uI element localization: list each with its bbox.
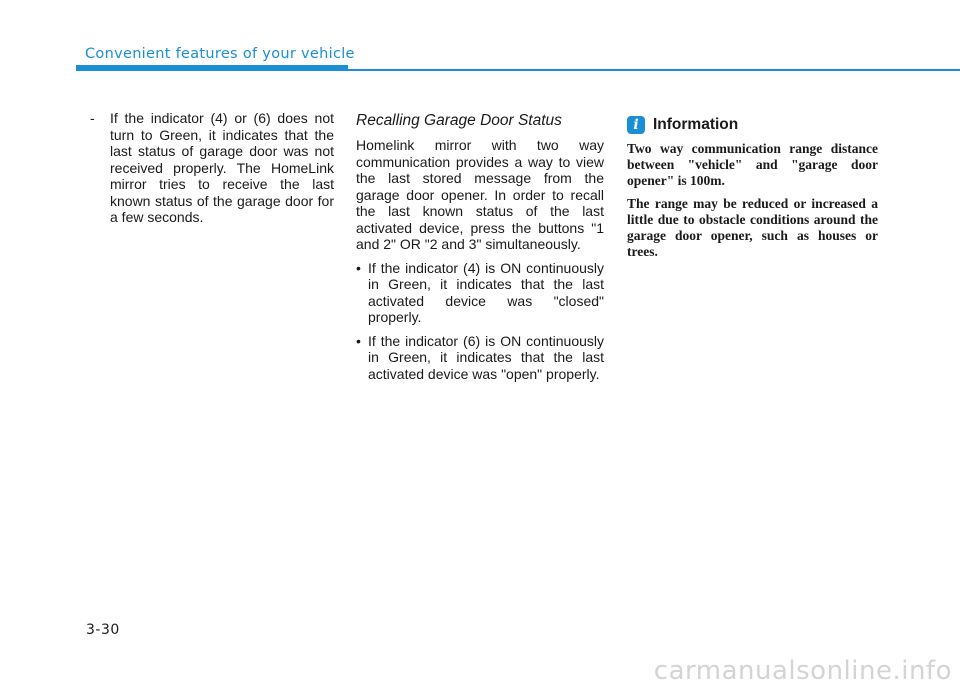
- page-number: 3-30: [86, 622, 120, 638]
- information-box: [627, 116, 878, 267]
- bullet-marker: •: [356, 332, 361, 349]
- info-icon: i: [627, 116, 645, 134]
- body-paragraph: Homelink mirror with two way communication provides a way to view the last stored message from the garage door opener. In order to recall the last known status of the last activated device, press the buttons "1 and 2" OR "2 and 3" simultaneously.: [356, 137, 604, 252]
- column-middle: [356, 112, 604, 389]
- bullet-item: [356, 260, 604, 326]
- section-header-title: Convenient features of your vehicle: [85, 46, 355, 62]
- bullet-marker: •: [356, 259, 361, 276]
- column-left: [86, 110, 334, 226]
- watermark-logo: carmanualsonline.info: [653, 656, 952, 686]
- bullet-text: If the indicator (6) is ON continuously in Green, it indicates that the last activated device was "open" properly.: [368, 332, 604, 382]
- information-paragraph: The range may be reduced or increased a little due to obstacle conditions around the garage door opener, such as houses or trees.: [627, 196, 878, 259]
- header-accent-bar: [76, 65, 348, 71]
- dash-item-text: If the indicator (4) or (6) does not turn to Green, it indicates that the last status of garage door was not received properly. The HomeLink mirror tries to receive the last known status of the garage door for a few seconds.: [110, 110, 334, 225]
- dash-marker: -: [90, 110, 95, 126]
- header-rule: [348, 69, 960, 71]
- information-header: [627, 116, 878, 134]
- bullet-item: [356, 333, 604, 383]
- bullet-text: If the indicator (4) is ON continuously in Green, it indicates that the last activated device was "closed" properly.: [368, 259, 604, 325]
- section-heading: Recalling Garage Door Status: [356, 112, 562, 129]
- information-title: Information: [653, 115, 739, 133]
- dash-list-item: [86, 110, 334, 226]
- information-paragraph: Two way communication range distance between "vehicle" and "garage door opener" is 100m.: [627, 141, 878, 188]
